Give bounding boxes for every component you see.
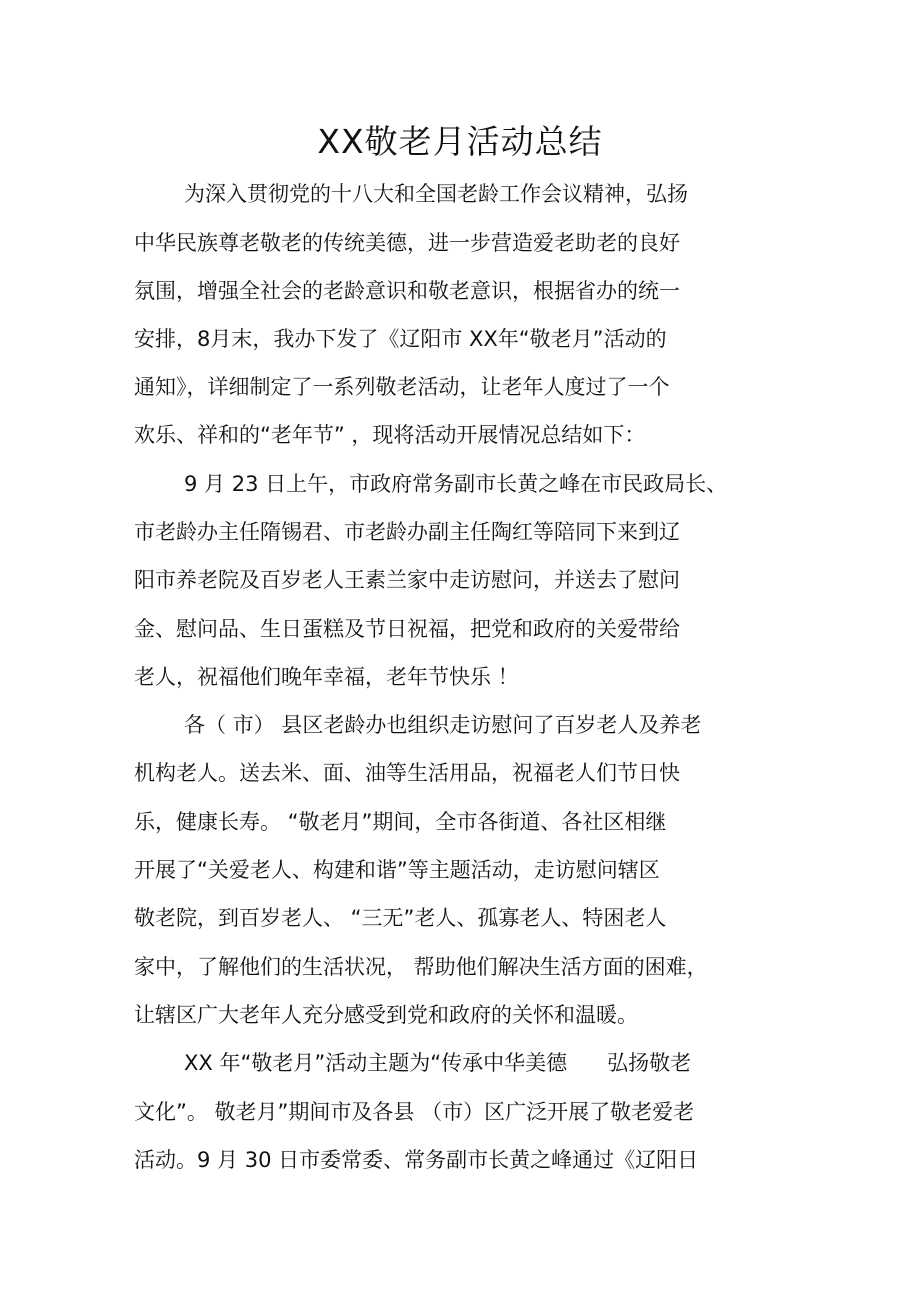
paragraph-line: 乐，健康长寿。 “敬老月”期间，全市各街道、各社区相继	[134, 810, 667, 834]
paragraph-line: 9 月 23 日上午，市政府常务副市长黄之峰在市民政局长、	[184, 472, 728, 496]
paragraph-line: 为深入贯彻党的十八大和全国老龄工作会议精神，弘扬	[184, 182, 688, 206]
paragraph-line: 机构老人。送去米、面、油等生活用品，祝福老人们节日快	[134, 761, 680, 785]
paragraph-line: 老人，祝福他们晚年幸福，老年节快乐 ！	[134, 665, 519, 689]
document-title: XX敬老月活动总结	[317, 122, 603, 161]
paragraph-line: 安排，8月末，我办下发了《辽阳市 XX年“敬老月”活动的	[134, 327, 667, 351]
paragraph-line: 活动。9 月 30 日市委常委、常务副市长黄之峰通过《辽阳日	[134, 1148, 699, 1172]
paragraph-line: 金、慰问品、生日蛋糕及节日祝福，把党和政府的关爱带给	[134, 617, 680, 641]
paragraph-line: 开展了“关爱老人、构建和谐”等主题活动，走访慰问辖区	[134, 858, 660, 882]
paragraph-line: 文化”。 敬老月”期间市及各县 （市）区广泛开展了敬老爱老	[134, 1100, 695, 1124]
paragraph-line: 市老龄办主任隋锡君、市老龄办副主任陶红等陪同下来到辽	[134, 520, 680, 544]
paragraph-line: 欢乐、祥和的“老年节” ，现将活动开展情况总结如下：	[134, 423, 646, 447]
paragraph-line: 敬老院，到百岁老人、 “三无”老人、孤寡老人、特困老人	[134, 906, 667, 930]
paragraph-line: 氛围，增强全社会的老龄意识和敬老意识，根据省办的统一	[134, 279, 680, 303]
paragraph-line: XX 年“敬老月”活动主题为“传承中华美德 弘扬敬老	[184, 1051, 692, 1075]
paragraph-line: 通知》，详细制定了一系列敬老活动，让老年人度过了一个	[134, 375, 670, 399]
paragraph-line: 让辖区广大老年人充分感受到党和政府的关怀和温暖。	[134, 1003, 638, 1027]
paragraph-line: 中华民族尊老敬老的传统美德，进一步营造爱老助老的良好	[134, 231, 680, 255]
paragraph-line: 家中，了解他们的生活状况， 帮助他们解决生活方面的困难，	[134, 955, 708, 979]
paragraph-line: 阳市养老院及百岁老人王素兰家中走访慰问，并送去了慰问	[134, 568, 680, 592]
paragraph-line: 各（ 市） 县区老龄办也组织走访慰问了百岁老人及养老	[184, 713, 702, 737]
